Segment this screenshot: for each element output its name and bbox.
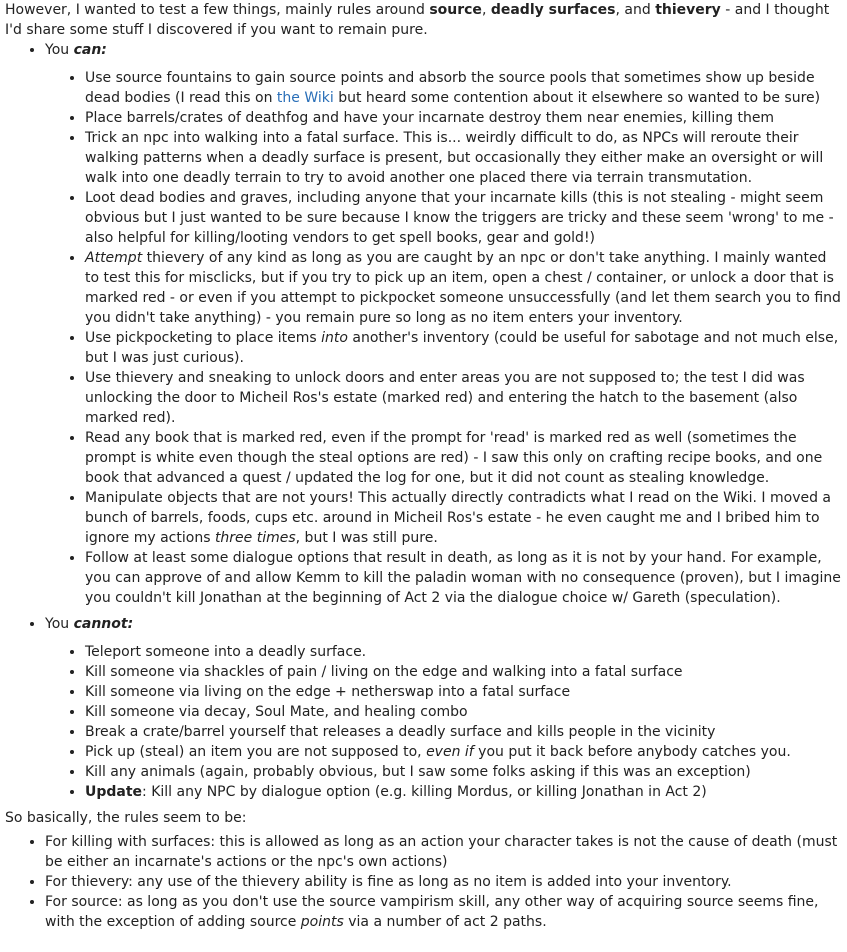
- list-item-text: For source: as long as you don't use the source vampirism skill, any other way of acquiring source seems fine, with the exception of adding source: [45, 894, 819, 930]
- list-item: [85, 428, 843, 488]
- summary-list: [5, 832, 843, 932]
- list-item-text: Break a crate/barrel yourself that releases a deadly surface and kills people in the vicinity: [85, 724, 716, 740]
- can-section: [45, 40, 843, 608]
- list-item-text: Place barrels/crates of deathfog and have your incarnate destroy them near enemies, killing them: [85, 110, 775, 126]
- update-label: Update: [85, 784, 143, 800]
- intro-text: - and I thought I'd share some stuff I discovered if you want to remain pure.: [5, 2, 830, 38]
- list-item-text: via a number of act 2 paths.: [343, 914, 547, 930]
- intro-text: However, I wanted to test a few things, mainly rules around: [5, 2, 430, 18]
- intro-paragraph: [5, 0, 843, 40]
- list-item: [85, 782, 843, 802]
- list-item-text: Use thievery and sneaking to unlock doors and enter areas you are not supposed to; the test I did was unlocking the door to Micheil Ros's estate (marked red) and entering the hatch to the basement (also marked red).: [85, 370, 805, 426]
- intro-text: , and: [615, 2, 656, 18]
- list-item: [85, 108, 843, 128]
- list-item-text: you put it back before anybody catches you.: [473, 744, 791, 760]
- list-item-text: Teleport someone into a deadly surface.: [85, 644, 367, 660]
- list-item-text: Loot dead bodies and graves, including anyone that your incarnate kills (this is not stealing - might seem obvious but I just wanted to be sure because I know the triggers are tricky and these seem 'wrong' to me - also helpful for killing/looting vendors to get spell books, gear and gold!): [85, 190, 834, 246]
- list-item: [45, 872, 843, 892]
- list-item: [85, 702, 843, 722]
- list-item: [85, 368, 843, 428]
- list-item-text: another's inventory (could be useful for sabotage and not much else, but I was just curious).: [85, 330, 839, 366]
- list-item-text: For killing with surfaces: this is allowed as long as an action your character takes is not the cause of death (must be either an incarnate's actions or the npc's own actions): [45, 834, 838, 870]
- list-item: [85, 742, 843, 762]
- cannot-heading-prefix: You: [45, 616, 74, 632]
- list-item: [85, 328, 843, 368]
- list-item-text: Use pickpocketing to place items: [85, 330, 322, 346]
- can-heading-prefix: You: [45, 42, 74, 58]
- list-item: [85, 762, 843, 782]
- can-list: [45, 68, 843, 608]
- list-item: [85, 68, 843, 108]
- list-item: [85, 188, 843, 248]
- list-item-text: Kill someone via decay, Soul Mate, and healing combo: [85, 704, 468, 720]
- list-item-text: , but I was still pure.: [295, 530, 438, 546]
- list-item-emphasis: three times: [214, 530, 296, 546]
- list-item-text: Pick up (steal) an item you are not supposed to,: [85, 744, 427, 760]
- list-item-text: Use source fountains to gain source points and absorb the source pools that sometimes show up beside dead bodies (I read this on: [85, 70, 815, 106]
- list-item: [85, 248, 843, 328]
- list-item: [85, 128, 843, 188]
- rules-list: [5, 40, 843, 802]
- list-item-emphasis: points: [300, 914, 344, 930]
- list-item-text: : Kill any NPC by dialogue option (e.g. killing Mordus, or killing Jonathan in Act 2): [142, 784, 707, 800]
- intro-text: ,: [481, 2, 491, 18]
- list-item: [85, 548, 843, 608]
- summary-lead: So basically, the rules seem to be:: [5, 810, 247, 826]
- list-item-emphasis: even if: [426, 744, 474, 760]
- list-item: [85, 662, 843, 682]
- cannot-list: [45, 642, 843, 802]
- list-item-text: Kill any animals (again, probably obvious, but I saw some folks asking if this was an exception): [85, 764, 751, 780]
- wiki-link[interactable]: the Wiki: [276, 90, 334, 106]
- list-item-text: Follow at least some dialogue options that result in death, as long as it is not by your hand. For example, you can approve of and allow Kemm to kill the paladin woman with no consequence (proven), but I imagine you couldn't kill Jonathan at the beginning of Act 2 via the dialogue choice w/ Gareth (speculation).: [85, 550, 841, 606]
- list-item-text: Trick an npc into walking into a fatal surface. This is... weirdly difficult to do, as NPCs will reroute their walking patterns when a deadly surface is present, but occasionally they either make an oversight or will walk into one deadly terrain to try to avoid another one placed there via terrain transmutation.: [85, 130, 824, 186]
- list-item-emphasis: Attempt: [85, 250, 143, 266]
- list-item-text: thievery of any kind as long as you are caught by an npc or don't take anything. I mainly wanted to test this for misclicks, but if you try to pick up an item, open a chest / container, or unlock a door that is marked red - or even if you attempt to pickpocket someone unsuccessfully (and let them search you to find you didn't take anything) - you remain pure so long as no item enters your inventory.: [85, 250, 841, 326]
- list-item-text: For thievery: any use of the thievery ability is fine as long as no item is added into your inventory.: [45, 874, 732, 890]
- cannot-heading: cannot:: [73, 616, 134, 632]
- intro-bold-thievery: thievery: [655, 2, 721, 18]
- list-item-text: Manipulate objects that are not yours! This actually directly contradicts what I read on the Wiki. I moved a bunch of barrels, foods, cups etc. around in Micheil Ros's estate - he even caught me and I bribed him to ignore my actions: [85, 490, 832, 546]
- list-item: [85, 642, 843, 662]
- list-item-text: but heard some contention about it elsewhere so wanted to be sure): [333, 90, 821, 106]
- list-item: [85, 682, 843, 702]
- intro-bold-source: source: [429, 2, 482, 18]
- list-item: [45, 892, 843, 932]
- can-heading: can:: [73, 42, 107, 58]
- list-item-emphasis: into: [321, 330, 348, 346]
- list-item: [85, 722, 843, 742]
- list-item: [45, 832, 843, 872]
- cannot-section: [45, 614, 843, 802]
- list-item-text: Read any book that is marked red, even if the prompt for 'read' is marked red as well (sometimes the prompt is white even though the steal options are red) - I saw this only on crafting recipe books, and one book that advanced a quest / updated the log for one, but it did not count as stealing knowledge.: [85, 430, 823, 486]
- intro-bold-deadly-surfaces: deadly surfaces: [490, 2, 616, 18]
- list-item: [85, 488, 843, 548]
- list-item-text: Kill someone via living on the edge + netherswap into a fatal surface: [85, 684, 571, 700]
- list-item-text: Kill someone via shackles of pain / living on the edge and walking into a fatal surface: [85, 664, 683, 680]
